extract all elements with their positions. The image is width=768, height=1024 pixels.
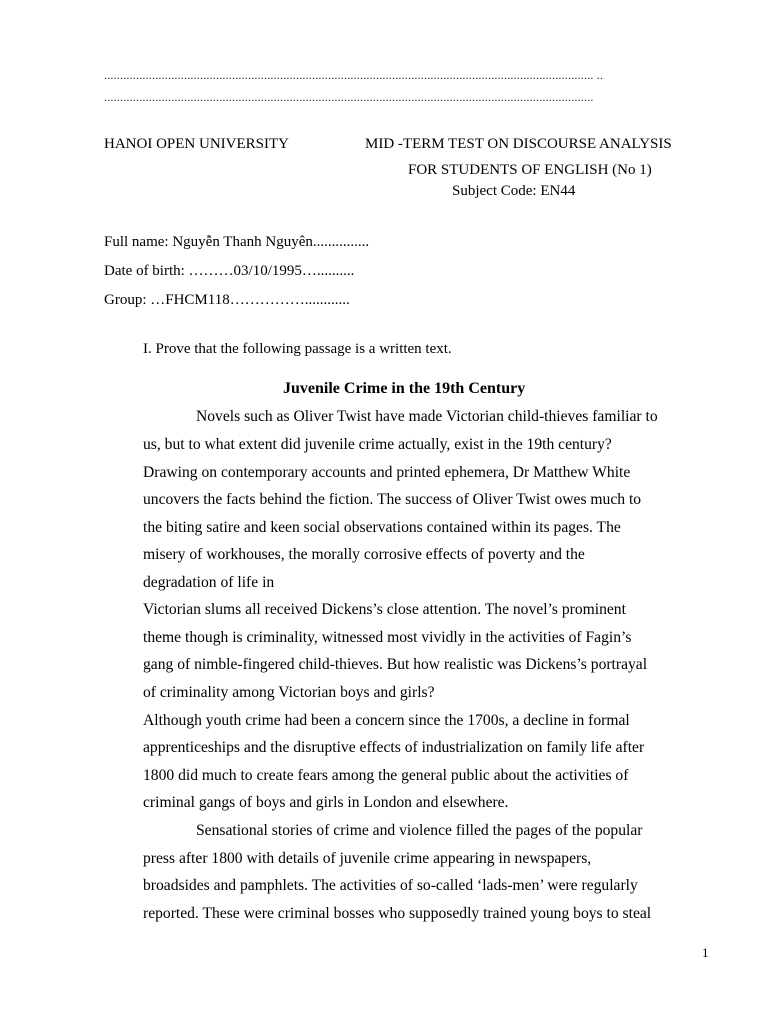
- full-name-line: Full name: Nguyễn Thanh Nguyên...............: [104, 234, 370, 250]
- passage-line: press after 1800 with details of juvenile crime appearing in newspapers,: [143, 850, 592, 867]
- passage-line: criminal gangs of boys and girls in London and elsewhere.: [143, 794, 509, 811]
- university-name: HANOI OPEN UNIVERSITY: [104, 136, 289, 152]
- passage-line: Although youth crime had been a concern since the 1700s, a decline in formal: [143, 712, 630, 729]
- passage-line: Novels such as Oliver Twist have made Victorian child-thieves familiar to: [196, 408, 658, 425]
- test-title: MID -TERM TEST ON DISCOURSE ANALYSIS: [365, 136, 672, 152]
- passage-line: 1800 did much to create fears among the general public about the activities of: [143, 767, 629, 784]
- passage-line: uncovers the facts behind the fiction. The success of Oliver Twist owes much to: [143, 491, 642, 508]
- passage-line: theme though is criminality, witnessed most vividly in the activities of Fagin’s: [143, 629, 632, 646]
- test-audience: FOR STUDENTS OF ENGLISH (No 1): [408, 162, 652, 178]
- page-number: 1: [702, 945, 709, 960]
- passage-line: Victorian slums all received Dickens’s close attention. The novel’s prominent: [143, 601, 626, 618]
- question-instruction: I. Prove that the following passage is a written text.: [143, 341, 452, 357]
- top-dotted-line-1: ......................................................................................................................................................... ..: [104, 68, 604, 82]
- passage-line: Drawing on contemporary accounts and printed ephemera, Dr Matthew White: [143, 464, 631, 481]
- passage-line: of criminality among Victorian boys and girls?: [143, 684, 435, 701]
- passage-line: misery of workhouses, the morally corrosive effects of poverty and the: [143, 546, 585, 563]
- group-line: Group: …FHCM118……………............: [104, 292, 350, 308]
- passage-line: Sensational stories of crime and violence filled the pages of the popular: [196, 822, 643, 839]
- subject-code: Subject Code: EN44: [452, 183, 576, 199]
- passage-line: degradation of life in: [143, 574, 275, 591]
- passage-line: the biting satire and keen social observations contained within its pages. The: [143, 519, 621, 536]
- passage-line: broadsides and pamphlets. The activities of so-called ‘lads-men’ were regularly: [143, 877, 638, 894]
- passage-line: apprenticeships and the disruptive effects of industrialization on family life after: [143, 739, 645, 756]
- passage-line: reported. These were criminal bosses who supposedly trained young boys to steal: [143, 905, 652, 922]
- passage-title: Juvenile Crime in the 19th Century: [283, 380, 526, 397]
- date-of-birth-line: Date of birth: ………03/10/1995…..........: [104, 263, 355, 279]
- passage-line: us, but to what extent did juvenile crime actually, exist in the 19th century?: [143, 436, 612, 453]
- passage-line: gang of nimble-fingered child-thieves. But how realistic was Dickens’s portrayal: [143, 656, 648, 673]
- top-dotted-line-2: .........................................................................................................................................................: [104, 90, 594, 104]
